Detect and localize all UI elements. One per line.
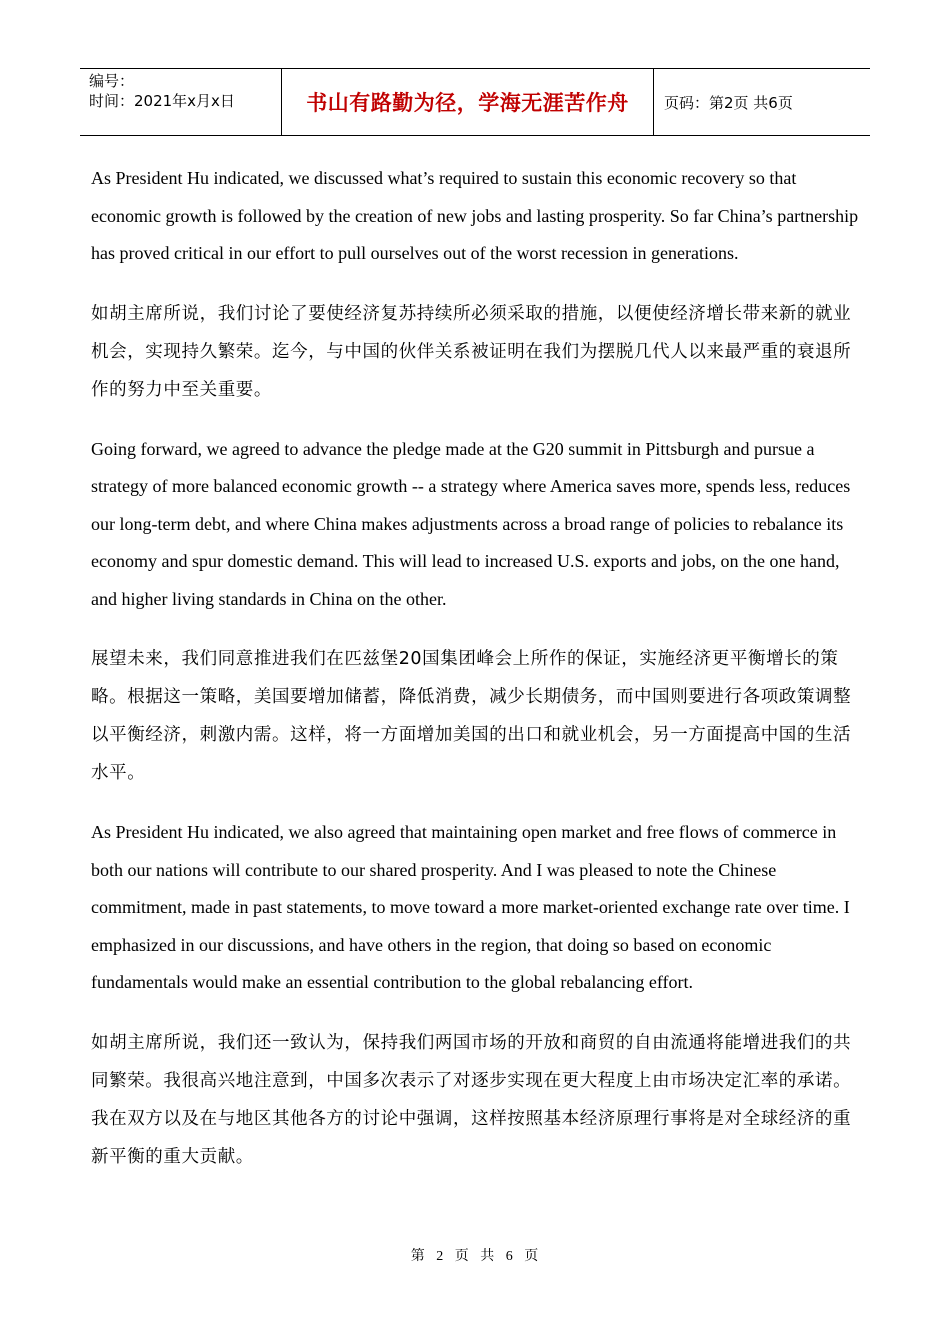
header-motto: 书山有路勤为径，学海无涯苦作舟 — [281, 69, 654, 135]
header-page-info: 页码：第2页 共6页 — [664, 93, 793, 112]
paragraph-chinese: 展望未来，我们同意推进我们在匹兹堡20国集团峰会上所作的保证，实施经济更平衡增长的策略。根据这一策略，美国要增加储蓄，降低消费，减少长期债务，而中国则要进行各项政策调整以平衡经济，刺激内需。这样，将一方面增加美国的出口和就业机会，另一方面提高中国的生活水平。 — [91, 649, 852, 783]
paragraph-chinese: 如胡主席所说，我们讨论了要使经济复苏持续所必须采取的措施，以便使经济增长带来新的就业机会，实现持久繁荣。迄今，与中国的伙伴关系被证明在我们为摆脱几代人以来最严重的衰退所作的努力中至关重要。 — [91, 303, 852, 400]
document-time-label: 时间：2021年x月x日 — [89, 92, 235, 110]
document-body — [91, 160, 861, 1198]
paragraph-english: Going forward, we agreed to advance the pledge made at the G20 summit in Pittsburgh and pursue a strategy of more balanced economic growth -- a strategy where America saves more, spends less, reduces our long-term debt, and where China makes adjustments across a broad range of policies to rebalance its economy and spur domestic demand. This will lead to increased U.S. exports and jobs, on the one hand, and higher living standards in China on the other. — [91, 438, 851, 609]
page-footer: 第 2 页 共 6 页 — [410, 1249, 540, 1264]
header-meta — [80, 69, 281, 135]
page-header — [80, 68, 870, 136]
paragraph-english: As President Hu indicated, we also agreed that maintaining open market and free flows of commerce in both our nations will contribute to our shared prosperity. And I was pleased to note the Chinese commitment, made in past statements, to move toward a more market-oriented exchange rate over time. I emphasized in our discussions, and have others in the region, that doing so based on economic fundamentals would make an essential contribution to the global rebalancing effort. — [91, 822, 850, 992]
paragraph-english: As President Hu indicated, we discussed what’s required to sustain this economic recovery so that economic growth is followed by the creation of new jobs and lasting prosperity. So far China’s partnership has proved critical in our effort to pull ourselves out of the worst recession in generations. — [91, 168, 859, 263]
paragraph-chinese: 如胡主席所说，我们还一致认为，保持我们两国市场的开放和商贸的自由流通将能增进我们的共同繁荣。我很高兴地注意到，中国多次表示了对逐步实现在更大程度上由市场决定汇率的承诺。我在双方以及在与地区其他各方的讨论中强调，这样按照基本经济原理行事将是对全球经济的重新平衡的重大贡献。 — [91, 1032, 852, 1167]
document-number-label: 编号： — [89, 72, 135, 90]
